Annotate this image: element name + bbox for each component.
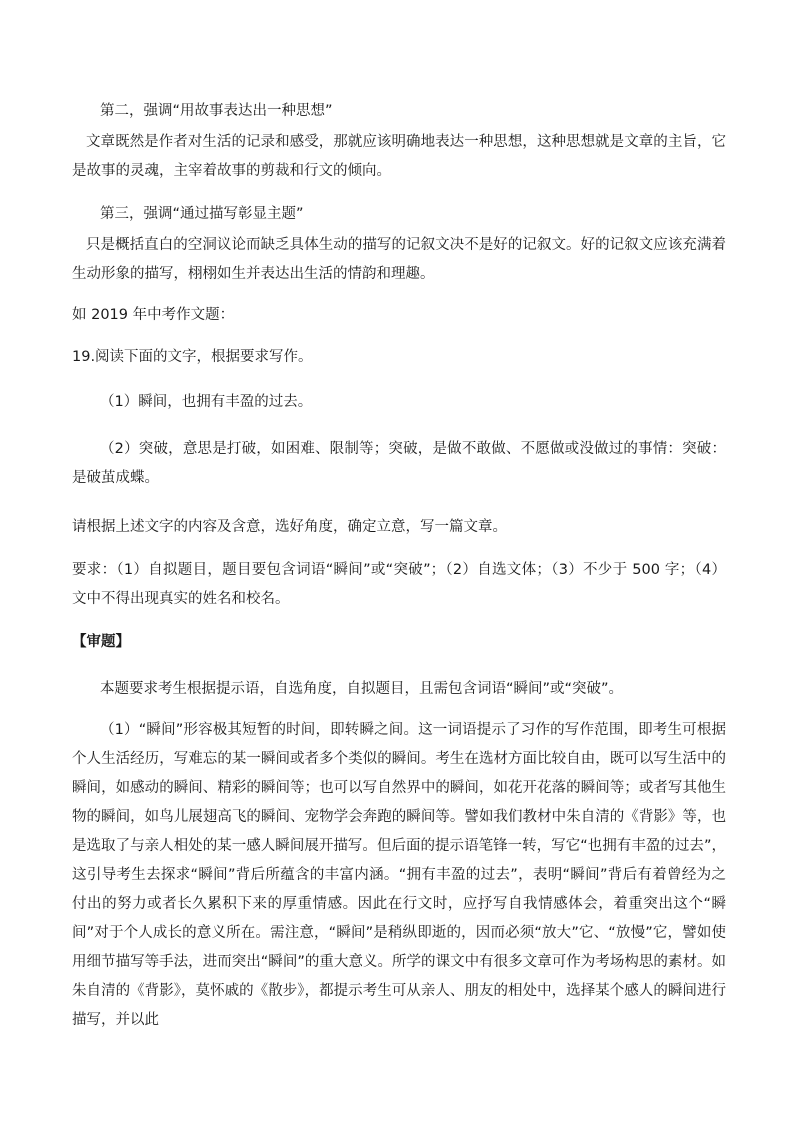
writing-requirements: 要求：（1）自拟题目，题目要包含词语“瞬间”或“突破”；（2）自选文体；（3）不少于 500 字；（4）文中不得出现真实的姓名和校名。: [72, 562, 726, 607]
prompt-item-2: （2）突破，意思是打破，如困难、限制等；突破，是做不敢做、不愿做或没做过的事情：突破：是破茧成蝶。: [72, 441, 726, 486]
paragraph-theme: 文章既然是作者对生活的记录和感受，那就应该明确地表达一种思想，这种思想就是文章的主旨，它是故事的灵魂，主宰着故事的剪裁和行文的倾向。: [72, 134, 726, 179]
paragraph-description: 只是概括直白的空洞议论而缺乏具体生动的描写的记叙文决不是好的记叙文。好的记叙文应该充满着生动形象的描写，栩栩如生并表达出生活的情韵和理趣。: [72, 237, 726, 282]
heading-second-point: 第二，强调“用故事表达出一种思想”: [100, 103, 333, 119]
question-number: 19.阅读下面的文字，根据要求写作。: [72, 349, 313, 365]
analysis-body: （1）“瞬间”形容极其短暂的时间，即转瞬之间。这一词语提示了习作的写作范围，即考生可根据个人生活经历，写难忘的某一瞬间或者多个类似的瞬间。考生在选材方面比较自由，既可以写生活中的瞬间，如感动的瞬间、精彩的瞬间等；也可以写自然界中的瞬间，如花开花落的瞬间等；或者写其他生物的瞬间，如鸟儿展翅高飞的瞬间、宠物学会奔跑的瞬间等。譬如我们教材中朱自清的《背影》等，也是选取了与亲人相处的某一感人瞬间展开描写。但后面的提示语笔锋一转，写它“也拥有丰盈的过去”，这引导考生去探求“瞬间”背后所蕴含的丰富内涵。“拥有丰盈的过去”，表明“瞬间”背后有着曾经为之付出的努力或者长久累积下来的厚重情感。因此在行文时，应抒写自我情感体会，着重突出这个“瞬间”对于个人成长的意义所在。需注意，“瞬间”是稍纵即逝的，因而必须“放大”它、“放慢”它，譬如使用细节描写等手法，进而突出“瞬间”的重大意义。所学的课文中有很多文章可作为考场构思的素材。如朱自清的《背影》，莫怀戚的《散步》，都提示考生可从亲人、朋友的相处中，选择某个感人的瞬间进行描写，并以此: [72, 722, 726, 1028]
heading-third-point: 第三，强调“通过描写彰显主题”: [100, 206, 304, 222]
section-title: 【审题】: [72, 634, 130, 650]
example-intro: 如 2019 年中考作文题：: [72, 307, 235, 323]
prompt-item-1: （1）瞬间，也拥有丰盈的过去。: [100, 394, 313, 410]
writing-instruction: 请根据上述文字的内容及含意，选好角度，确定立意，写一篇文章。: [72, 519, 507, 535]
analysis-intro: 本题要求考生根据提示语，自选角度，自拟题目，且需包含词语“瞬间”或“突破”。: [100, 681, 624, 697]
